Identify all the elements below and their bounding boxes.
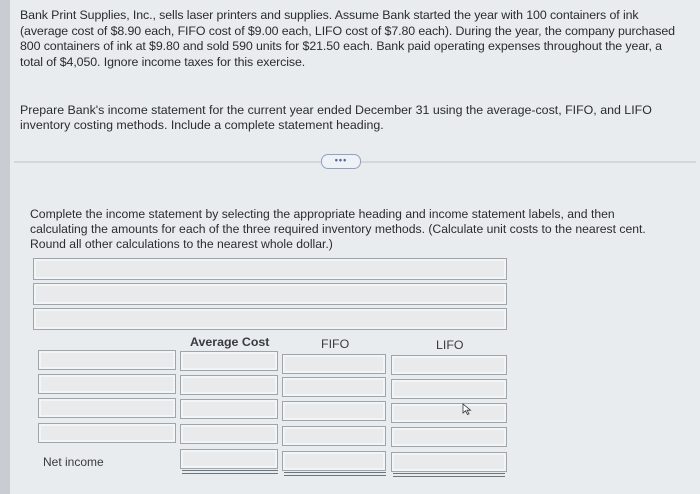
heading-field-statement[interactable]	[33, 283, 507, 305]
column-header-lifo: LIFO	[436, 338, 464, 352]
heading-field-company[interactable]	[33, 258, 507, 280]
double-underline-average-cost	[182, 470, 278, 474]
form-instruction: Complete the income statement by selecting the appropriate heading and income statement labels, and then calculating the amounts for each of the three required inventory methods. (Calculate unit costs to the nearest cent. Round all other calculations to the nearest whole dollar.)	[30, 207, 646, 251]
net-income-input-fifo[interactable]	[282, 451, 386, 471]
double-underline-fifo	[284, 472, 386, 476]
row-label-select-4[interactable]	[38, 423, 176, 443]
expand-button[interactable]: •••	[321, 154, 361, 169]
column-header-fifo: FIFO	[321, 337, 350, 351]
row-label-select-2[interactable]	[38, 374, 176, 394]
row-label-select-1[interactable]	[38, 350, 176, 370]
amount-input-average-cost-2[interactable]	[180, 375, 278, 395]
net-income-input-average-cost[interactable]	[180, 449, 278, 469]
row-label-select-3[interactable]	[38, 398, 176, 418]
problem-statement: Bank Print Supplies, Inc., sells laser printers and supplies. Assume Bank started the year with 100 containers of ink (average cost of $8.90 each, FIFO cost of $9.00 each, LIFO cost of $7.80 each). During the year, the company purchased 800 containers of ink at $9.80 and sold 590 units for $21.50 each. Bank paid operating expenses throughout the year, a total of $4,050. Ignore income taxes for this exercise.	[20, 8, 675, 69]
amount-input-fifo-1[interactable]	[282, 354, 386, 374]
amount-input-average-cost-3[interactable]	[180, 399, 278, 419]
column-header-average-cost: Average Cost	[190, 335, 270, 349]
net-income-input-lifo[interactable]	[391, 452, 507, 472]
double-underline-lifo	[393, 473, 505, 477]
net-income-label: Net income	[43, 455, 104, 469]
amount-input-fifo-4[interactable]	[282, 426, 386, 446]
amount-input-lifo-2[interactable]	[391, 379, 507, 399]
amount-input-average-cost-4[interactable]	[180, 424, 278, 444]
amount-input-lifo-3[interactable]	[391, 403, 507, 423]
heading-field-period[interactable]	[33, 308, 507, 330]
amount-input-fifo-2[interactable]	[282, 377, 386, 397]
amount-input-fifo-3[interactable]	[282, 401, 386, 421]
amount-input-average-cost-1[interactable]	[180, 351, 278, 371]
mouse-cursor-icon	[462, 403, 472, 415]
left-gutter	[0, 0, 10, 494]
problem-instruction: Prepare Bank's income statement for the current year ended December 31 using the average-cost, FIFO, and LIFO inventory costing methods. Include a complete statement heading.	[20, 103, 652, 132]
amount-input-lifo-4[interactable]	[391, 427, 507, 447]
amount-input-lifo-1[interactable]	[391, 355, 507, 375]
